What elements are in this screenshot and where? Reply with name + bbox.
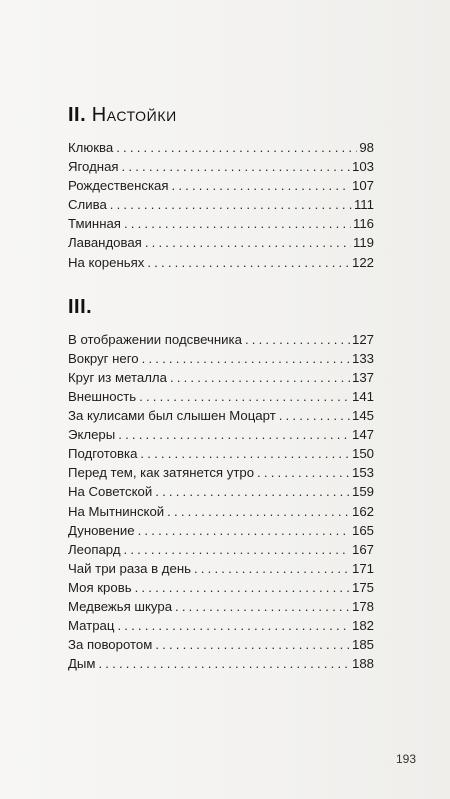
toc-entry-list [68, 138, 374, 272]
toc-entry [68, 463, 374, 482]
toc-entry-page: 185 [351, 637, 374, 653]
page-number: 193 [395, 752, 416, 766]
toc-entry-page: 137 [351, 369, 374, 385]
toc-entry-page: 159 [351, 484, 374, 500]
dot-leader [175, 597, 350, 616]
toc-entry-title: Матрац [68, 618, 115, 634]
toc-entry [68, 559, 374, 578]
dot-leader [118, 425, 350, 444]
toc-entry-page: 127 [351, 331, 374, 347]
toc-entry-page: 119 [352, 235, 374, 251]
toc-entry-title: Чай три раза в день [68, 560, 191, 576]
toc-entry-page: 98 [359, 140, 374, 155]
toc-entry-title: Подготовка [68, 446, 138, 462]
toc-entry-page: 133 [351, 350, 374, 366]
dot-leader [98, 654, 350, 673]
toc-entry-page: 107 [351, 178, 374, 194]
toc-entry-title: Круг из металла [68, 369, 167, 385]
toc-entry-page: 165 [351, 522, 374, 538]
dot-leader [155, 482, 350, 501]
toc-entry-title: Эклеры [68, 427, 116, 443]
toc-entry-list [68, 330, 374, 674]
dot-leader [124, 214, 351, 233]
dot-leader [117, 616, 350, 635]
toc-entry-title: Слива [68, 197, 107, 213]
toc-entry [68, 616, 374, 635]
toc-entry-page: 141 [351, 388, 374, 404]
toc-entry [68, 425, 374, 444]
toc-entry [68, 482, 374, 501]
toc-entry-title: Медвежья шкура [68, 598, 173, 614]
dot-leader [116, 138, 357, 157]
section-heading [68, 292, 374, 322]
dot-leader [245, 330, 350, 349]
toc-entry [68, 138, 374, 157]
toc-entry-title: Ягодная [68, 159, 119, 175]
toc-entry [68, 253, 374, 272]
dot-leader [155, 635, 350, 654]
toc-entry-title: Тминная [68, 216, 121, 232]
dot-leader [124, 540, 350, 559]
toc-entry [68, 176, 374, 195]
toc-entry-page: 147 [351, 427, 374, 443]
toc-entry-page: 111 [353, 197, 374, 213]
dot-leader [135, 578, 350, 597]
toc-entry-title: Рождественская [68, 178, 169, 194]
dot-leader [194, 559, 350, 578]
toc-section-3 [68, 292, 374, 674]
toc-entry-page: 150 [351, 446, 374, 462]
toc-entry [68, 330, 374, 349]
dot-leader [138, 521, 350, 540]
toc-entry [68, 654, 374, 673]
dot-leader [142, 349, 350, 368]
section-number: III. [68, 295, 93, 318]
dot-leader [170, 368, 350, 387]
toc-entry [68, 635, 374, 654]
toc-entry-page: 171 [351, 560, 374, 576]
toc-entry-title: В отображении подсвечника [68, 331, 242, 347]
toc-entry [68, 233, 374, 252]
dot-leader [257, 463, 350, 482]
toc-entry [68, 444, 374, 463]
toc-entry-page: 167 [351, 541, 374, 557]
toc-entry-page: 162 [351, 503, 374, 519]
toc-entry-title: Моя кровь [68, 579, 132, 595]
toc-entry-title: Дым [68, 656, 96, 672]
toc-entry [68, 349, 374, 368]
section-spacer [68, 272, 374, 286]
toc-entry-title: Вокруг него [68, 350, 139, 366]
section-title: Настойки [91, 104, 177, 126]
toc-entry-page: 103 [351, 159, 374, 175]
dot-leader [110, 195, 352, 214]
toc-entry-title: За кулисами был слышен Моцарт [68, 408, 276, 424]
toc-entry [68, 214, 374, 233]
toc-entry-title: На кореньях [68, 254, 145, 270]
toc-entry-title: За поворотом [68, 637, 153, 653]
toc-entry-page: 182 [351, 618, 374, 634]
toc-entry [68, 597, 374, 616]
dot-leader [279, 406, 350, 425]
toc-entry [68, 578, 374, 597]
toc-entry [68, 502, 374, 521]
toc-entry [68, 387, 374, 406]
toc-entry [68, 521, 374, 540]
toc-entry-title: На Советской [68, 484, 153, 500]
dot-leader [167, 502, 350, 521]
toc-entry-page: 116 [352, 216, 374, 232]
toc-entry-title: Дуновение [68, 522, 135, 538]
section-heading [68, 100, 374, 130]
section-number: II. [68, 104, 87, 126]
toc-entry-title: Лавандовая [68, 235, 142, 251]
dot-leader [145, 233, 351, 252]
toc-entry-page: 188 [351, 656, 374, 672]
toc-entry [68, 157, 374, 176]
toc-entry [68, 195, 374, 214]
toc-entry [68, 406, 374, 425]
dot-leader [147, 253, 350, 272]
toc-section-2 [68, 100, 374, 272]
toc-entry-title: Клюква [68, 140, 114, 155]
toc-entry-page: 122 [351, 254, 374, 270]
toc-entry-title: Леопард [68, 541, 121, 557]
dot-leader [122, 157, 350, 176]
dot-leader [139, 387, 350, 406]
dot-leader [140, 444, 350, 463]
toc-entry [68, 368, 374, 387]
toc-entry-title: На Мытнинской [68, 503, 165, 519]
toc-entry [68, 540, 374, 559]
dot-leader [172, 176, 350, 195]
toc-entry-title: Внешность [68, 388, 137, 404]
toc-entry-page: 145 [351, 408, 374, 424]
toc-entry-page: 153 [351, 465, 374, 481]
toc-entry-title: Перед тем, как затянется утро [68, 465, 255, 481]
table-of-contents [68, 100, 374, 673]
toc-entry-page: 175 [351, 579, 374, 595]
toc-entry-page: 178 [351, 598, 374, 614]
